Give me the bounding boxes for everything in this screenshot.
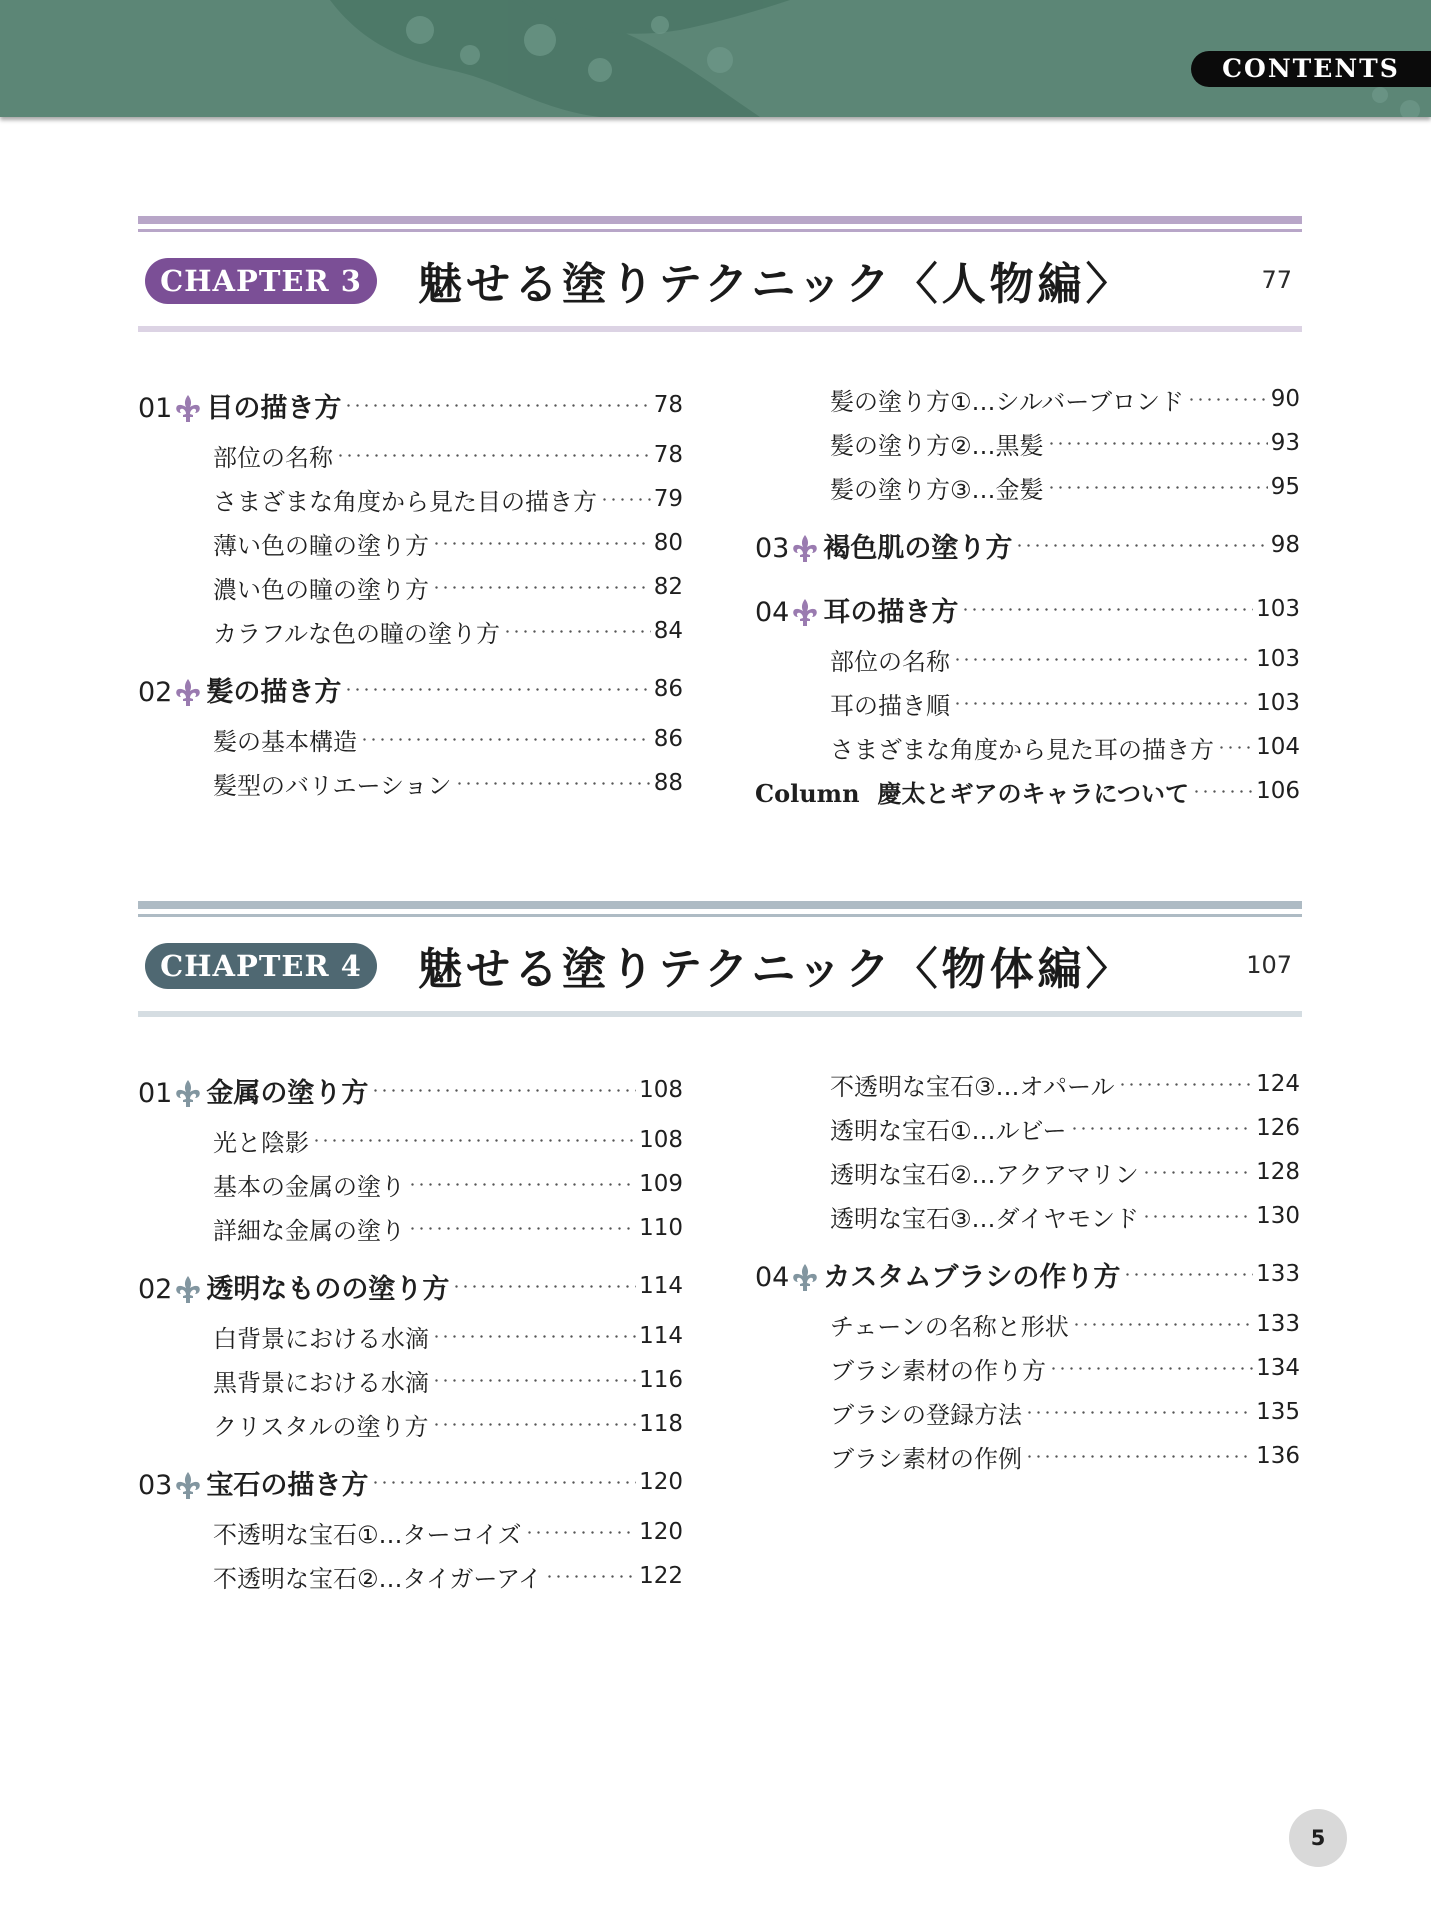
toc-entry[interactable] bbox=[138, 1316, 683, 1356]
leader-dots bbox=[1047, 486, 1268, 489]
toc-entry-title: 透明なものの塗り方 bbox=[206, 1273, 450, 1305]
leader-dots bbox=[1070, 1127, 1254, 1130]
toc-entry[interactable] bbox=[138, 611, 683, 651]
toc-entry-title: カスタムブラシの作り方 bbox=[823, 1261, 1121, 1293]
toc-entry[interactable] bbox=[138, 1556, 683, 1596]
toc-entry-label bbox=[830, 686, 950, 721]
toc-entry-page: 136 bbox=[1256, 1443, 1300, 1469]
toc-entry[interactable] bbox=[138, 523, 683, 563]
chapter-bar-bottom bbox=[138, 326, 1302, 332]
toc-entry-label bbox=[213, 482, 597, 517]
toc-entry-page: 103 bbox=[1256, 690, 1300, 716]
chapter-page: 77 bbox=[1261, 266, 1292, 294]
toc-entry-label bbox=[213, 766, 452, 801]
leader-dots bbox=[1142, 1215, 1253, 1218]
toc-entry-title: さまざまな角度から見た耳の描き方 bbox=[830, 735, 1214, 764]
leader-dots bbox=[432, 1335, 636, 1338]
leader-dots bbox=[1072, 1323, 1253, 1326]
toc-entry-page: 133 bbox=[1256, 1311, 1300, 1337]
toc-entry-page: 133 bbox=[1256, 1261, 1300, 1287]
leader-dots bbox=[600, 498, 651, 501]
toc-entry-page: 95 bbox=[1270, 474, 1300, 500]
toc-entry-label bbox=[138, 1071, 368, 1110]
toc-entry-label bbox=[213, 722, 357, 757]
toc-entry-page: 84 bbox=[653, 618, 683, 644]
toc-entry[interactable] bbox=[755, 1436, 1300, 1476]
leader-dots bbox=[961, 608, 1253, 611]
toc-entry-title: 耳の描き順 bbox=[830, 691, 950, 720]
leader-dots bbox=[1118, 1083, 1254, 1086]
leader-dots bbox=[408, 1227, 636, 1230]
toc-section-entry[interactable] bbox=[138, 1070, 683, 1110]
leader-dots bbox=[408, 1183, 636, 1186]
toc-entry-label bbox=[830, 1307, 1069, 1342]
toc-entry[interactable] bbox=[138, 1512, 683, 1552]
toc-entry-title: 黒背景における水滴 bbox=[213, 1368, 429, 1397]
fleur-de-lis-icon bbox=[791, 534, 819, 564]
toc-entry-title: チェーンの名称と形状 bbox=[830, 1312, 1069, 1341]
leader-dots bbox=[344, 688, 650, 691]
toc-section-entry[interactable] bbox=[138, 669, 683, 709]
toc-entry-label bbox=[830, 1067, 1115, 1102]
toc-entry-page: 90 bbox=[1270, 386, 1300, 412]
leader-dots bbox=[336, 454, 651, 457]
toc-entry-page: 103 bbox=[1256, 646, 1300, 672]
leader-dots bbox=[953, 702, 1253, 705]
toc-entry-title: 耳の描き方 bbox=[823, 596, 959, 628]
toc-entry-label bbox=[213, 1123, 309, 1158]
leader-dots bbox=[360, 738, 651, 741]
toc-entry-page: 134 bbox=[1256, 1355, 1300, 1381]
toc-entry-page: 79 bbox=[653, 486, 683, 512]
toc-entry-page: 126 bbox=[1256, 1115, 1300, 1141]
toc-entry-label bbox=[755, 774, 1189, 809]
toc-entry-page: 118 bbox=[639, 1411, 683, 1437]
toc-entry-label bbox=[138, 1463, 368, 1502]
section-number: 01 bbox=[138, 392, 173, 424]
toc-entry-label bbox=[213, 1515, 522, 1550]
toc-section-entry[interactable] bbox=[138, 1266, 683, 1306]
toc-entry-label bbox=[138, 670, 341, 709]
toc-entry-label bbox=[830, 1439, 1022, 1474]
toc-entry[interactable] bbox=[755, 1348, 1300, 1388]
toc-section-entry[interactable] bbox=[755, 1254, 1300, 1294]
toc-entry-page: 88 bbox=[653, 770, 683, 796]
toc-entry-title: ブラシ素材の作例 bbox=[830, 1444, 1022, 1473]
toc-entry-page: 82 bbox=[653, 574, 683, 600]
leader-dots bbox=[1047, 442, 1268, 445]
chapter-bar-top-thin bbox=[138, 914, 1302, 917]
toc-section-entry[interactable] bbox=[755, 525, 1300, 565]
section-number: 02 bbox=[138, 1273, 173, 1305]
chapter-3-header bbox=[138, 216, 1302, 336]
column-label: Column bbox=[755, 778, 860, 808]
toc-section-entry[interactable] bbox=[138, 1462, 683, 1502]
fleur-de-lis-icon bbox=[791, 1263, 819, 1293]
leader-dots bbox=[432, 1423, 637, 1426]
toc-entry-label bbox=[213, 438, 333, 473]
toc-entry-title: 部位の名称 bbox=[830, 647, 950, 676]
toc-entry[interactable] bbox=[755, 727, 1300, 767]
chapter-title: 魅せる塗りテクニック〈人物編〉 bbox=[418, 259, 1134, 310]
toc-entry[interactable] bbox=[755, 1152, 1300, 1192]
toc-entry-page: 108 bbox=[639, 1127, 683, 1153]
toc-entry-label bbox=[830, 730, 1214, 765]
toc-entry[interactable] bbox=[755, 1304, 1300, 1344]
toc-entry-page: 93 bbox=[1270, 430, 1300, 456]
toc-entry-title: 薄い色の瞳の塗り方 bbox=[213, 531, 429, 560]
toc-entry[interactable] bbox=[138, 1404, 683, 1444]
toc-entry-label bbox=[830, 1395, 1022, 1430]
toc-entry-title: 金属の塗り方 bbox=[206, 1077, 369, 1109]
toc-entry[interactable] bbox=[138, 1360, 683, 1400]
toc-entry-title: 髪型のバリエーション bbox=[213, 771, 452, 800]
toc-entry[interactable] bbox=[138, 479, 683, 519]
leader-dots bbox=[1049, 1367, 1253, 1370]
toc-entry-page: 122 bbox=[639, 1563, 683, 1589]
toc-entry-page: 120 bbox=[639, 1519, 683, 1545]
toc-entry-page: 80 bbox=[653, 530, 683, 556]
section-number: 04 bbox=[755, 596, 790, 628]
fleur-de-lis-icon bbox=[174, 1471, 202, 1501]
toc-entry-title: クリスタルの塗り方 bbox=[213, 1412, 429, 1441]
toc-entry-label bbox=[755, 526, 1012, 565]
toc-entry-label bbox=[830, 1155, 1139, 1190]
toc-entry-title: ブラシ素材の作り方 bbox=[830, 1356, 1046, 1385]
toc-entry-page: 108 bbox=[639, 1077, 683, 1103]
chapter-badge: CHAPTER 4 bbox=[145, 943, 377, 989]
toc-entry-page: 114 bbox=[639, 1273, 683, 1299]
toc-entry-title: 髪の塗り方③…金髪 bbox=[830, 475, 1044, 504]
toc-entry-title: 髪の塗り方②…黒髪 bbox=[830, 431, 1044, 460]
toc-entry-label bbox=[830, 642, 950, 677]
leader-dots bbox=[503, 630, 651, 633]
toc-entry-label bbox=[213, 570, 429, 605]
toc-section-entry[interactable] bbox=[755, 589, 1300, 629]
toc-entry-title: 髪の基本構造 bbox=[213, 727, 357, 756]
toc-entry-title: 透明な宝石③…ダイヤモンド bbox=[830, 1204, 1140, 1233]
toc-entry-page: 78 bbox=[653, 442, 683, 468]
toc-entry-title: 髪の描き方 bbox=[206, 676, 342, 708]
toc-section-entry[interactable] bbox=[138, 385, 683, 425]
toc-entry-page: 128 bbox=[1256, 1159, 1300, 1185]
toc-entry[interactable] bbox=[755, 467, 1300, 507]
leader-dots bbox=[1015, 544, 1267, 547]
leader-dots bbox=[1187, 398, 1268, 401]
section-number: 01 bbox=[138, 1077, 173, 1109]
toc-entry-page: 104 bbox=[1256, 734, 1300, 760]
toc-entry-page: 114 bbox=[639, 1323, 683, 1349]
toc-entry-page: 109 bbox=[639, 1171, 683, 1197]
leader-dots bbox=[432, 586, 651, 589]
toc-entry-page: 130 bbox=[1256, 1203, 1300, 1229]
toc-entry[interactable] bbox=[138, 1120, 683, 1160]
toc-entry[interactable] bbox=[138, 567, 683, 607]
fleur-de-lis-icon bbox=[174, 1275, 202, 1305]
toc-entry-label bbox=[830, 382, 1184, 417]
toc-entry[interactable] bbox=[755, 1392, 1300, 1432]
toc-entry-label bbox=[830, 470, 1044, 505]
leader-dots bbox=[1123, 1273, 1253, 1276]
toc-entry-title: 透明な宝石②…アクアマリン bbox=[830, 1160, 1139, 1189]
toc-entry-label bbox=[213, 1559, 542, 1594]
toc-entry-title: ブラシの登録方法 bbox=[830, 1400, 1022, 1429]
toc-entry[interactable] bbox=[755, 1196, 1300, 1236]
toc-entry-page: 110 bbox=[639, 1215, 683, 1241]
toc-entry[interactable] bbox=[755, 683, 1300, 723]
leader-dots bbox=[1025, 1455, 1253, 1458]
toc-entry-title: 不透明な宝石②…タイガーアイ bbox=[213, 1564, 542, 1593]
toc-entry-page: 124 bbox=[1256, 1071, 1300, 1097]
chapter-bar-bottom bbox=[138, 1011, 1302, 1017]
section-number: 04 bbox=[755, 1261, 790, 1293]
header-band bbox=[0, 0, 1431, 117]
toc-entry-title: カラフルな色の瞳の塗り方 bbox=[213, 619, 501, 648]
leader-dots bbox=[525, 1531, 637, 1534]
toc-entry[interactable] bbox=[755, 379, 1300, 419]
leader-dots bbox=[371, 1089, 636, 1092]
toc-column-entry[interactable] bbox=[755, 771, 1300, 811]
toc-entry-label bbox=[138, 386, 341, 425]
chapter-page: 107 bbox=[1246, 951, 1292, 979]
section-number: 03 bbox=[138, 1469, 173, 1501]
toc-entry-title: 濃い色の瞳の塗り方 bbox=[213, 575, 429, 604]
toc-entry-page: 135 bbox=[1256, 1399, 1300, 1425]
toc-entry-label bbox=[830, 1199, 1139, 1234]
chapter-bar-top bbox=[138, 216, 1302, 224]
toc-entry-page: 103 bbox=[1256, 596, 1300, 622]
toc-entry-label bbox=[213, 1407, 429, 1442]
toc-entry[interactable] bbox=[138, 435, 683, 475]
page-number: 5 bbox=[1289, 1809, 1347, 1867]
toc-entry-page: 106 bbox=[1256, 778, 1300, 804]
toc-entry-title: 不透明な宝石①…ターコイズ bbox=[213, 1520, 522, 1549]
chapter-bar-top-thin bbox=[138, 229, 1302, 232]
contents-tab[interactable]: CONTENTS bbox=[1191, 51, 1431, 87]
toc-entry-label bbox=[755, 590, 958, 629]
fleur-de-lis-icon bbox=[174, 678, 202, 708]
toc-entry-page: 116 bbox=[639, 1367, 683, 1393]
leader-dots bbox=[455, 782, 651, 785]
fleur-de-lis-icon bbox=[174, 394, 202, 424]
toc-entry-label bbox=[213, 1167, 405, 1202]
toc-entry[interactable] bbox=[755, 1108, 1300, 1148]
toc-entry-page: 98 bbox=[1270, 532, 1300, 558]
toc-entry-page: 120 bbox=[639, 1469, 683, 1495]
toc-entry-label bbox=[830, 426, 1044, 461]
toc-entry[interactable] bbox=[755, 639, 1300, 679]
leader-dots bbox=[545, 1575, 636, 1578]
leader-dots bbox=[344, 404, 650, 407]
toc-entry-label bbox=[213, 1363, 429, 1398]
toc-entry-title: 慶太とギアのキャラについて bbox=[877, 779, 1190, 808]
toc-entry[interactable] bbox=[138, 1208, 683, 1248]
toc-entry-label bbox=[755, 1255, 1120, 1294]
chapter-title: 魅せる塗りテクニック〈物体編〉 bbox=[418, 944, 1134, 995]
toc-entry-page: 86 bbox=[653, 676, 683, 702]
toc-entry-label bbox=[830, 1111, 1067, 1146]
toc-entry-title: 褐色肌の塗り方 bbox=[823, 532, 1013, 564]
leader-dots bbox=[452, 1285, 636, 1288]
toc-entry[interactable] bbox=[755, 423, 1300, 463]
toc-entry-title: 透明な宝石①…ルビー bbox=[830, 1116, 1067, 1145]
fleur-de-lis-icon bbox=[791, 598, 819, 628]
leader-dots bbox=[953, 658, 1253, 661]
toc-entry-title: 不透明な宝石③…オパール bbox=[830, 1072, 1115, 1101]
toc-entry-page: 86 bbox=[653, 726, 683, 752]
chapter-bar-top bbox=[138, 901, 1302, 909]
toc-entry-label bbox=[213, 526, 429, 561]
toc-entry-title: 光と陰影 bbox=[213, 1128, 309, 1157]
leader-dots bbox=[371, 1481, 636, 1484]
leader-dots bbox=[312, 1139, 636, 1142]
toc-entry-title: さまざまな角度から見た目の描き方 bbox=[213, 487, 597, 516]
toc-entry[interactable] bbox=[138, 719, 683, 759]
toc-entry-label bbox=[213, 1319, 429, 1354]
leader-dots bbox=[432, 1379, 636, 1382]
toc-entry[interactable] bbox=[138, 763, 683, 803]
section-number: 02 bbox=[138, 676, 173, 708]
chapter-4-header bbox=[138, 901, 1302, 1021]
toc-entry-title: 髪の塗り方①…シルバーブロンド bbox=[830, 387, 1185, 416]
leader-dots bbox=[1192, 790, 1253, 793]
toc-entry-title: 目の描き方 bbox=[206, 392, 342, 424]
chapter-badge: CHAPTER 3 bbox=[145, 258, 377, 304]
fleur-de-lis-icon bbox=[174, 1079, 202, 1109]
toc-entry-label bbox=[213, 614, 500, 649]
leader-dots bbox=[432, 542, 651, 545]
leader-dots bbox=[1142, 1171, 1253, 1174]
toc-entry-page: 78 bbox=[653, 392, 683, 418]
toc-entry[interactable] bbox=[138, 1164, 683, 1204]
section-number: 03 bbox=[755, 532, 790, 564]
toc-entry-label bbox=[830, 1351, 1046, 1386]
toc-entry[interactable] bbox=[755, 1064, 1300, 1104]
toc-entry-label bbox=[138, 1267, 449, 1306]
toc-entry-label bbox=[213, 1211, 405, 1246]
toc-entry-title: 部位の名称 bbox=[213, 443, 333, 472]
leader-dots bbox=[1025, 1411, 1253, 1414]
toc-entry-title: 宝石の描き方 bbox=[206, 1469, 369, 1501]
toc-entry-title: 白背景における水滴 bbox=[213, 1324, 429, 1353]
toc-entry-title: 基本の金属の塗り bbox=[213, 1172, 405, 1201]
toc-entry-title: 詳細な金属の塗り bbox=[213, 1216, 405, 1245]
leader-dots bbox=[1217, 746, 1253, 749]
